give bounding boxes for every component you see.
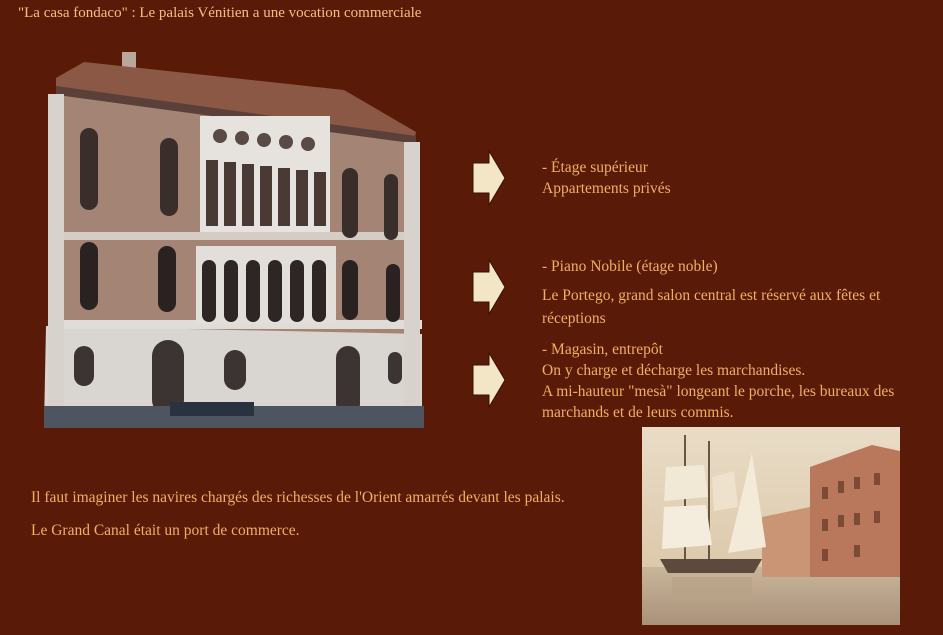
section-text: Le Portego, grand salon central est réservé aux fêtes et réceptions bbox=[542, 287, 881, 327]
section-text: A mi-hauteur "mesà" longeant le porche, les bureaux des marchands et de leurs commis. bbox=[542, 383, 895, 421]
paragraph: Le Grand Canal était un port de commerce. bbox=[31, 522, 300, 539]
paragraph: Il faut imaginer les navires chargés des richesses de l'Orient amarrés devant les palais. bbox=[31, 489, 565, 506]
arrow-right-icon bbox=[472, 150, 506, 206]
arrow-right-icon bbox=[472, 259, 506, 315]
section-heading: - Piano Nobile (étage noble) bbox=[542, 258, 718, 275]
section-text: On y charge et décharge les marchandises. bbox=[542, 362, 806, 379]
section-text: Appartements privés bbox=[542, 180, 671, 197]
section-warehouse bbox=[542, 339, 934, 423]
bottom-text bbox=[31, 487, 591, 553]
palazzo-photo bbox=[44, 50, 424, 428]
page-title: "La casa fondaco" : Le palais Vénitien a une vocation commerciale bbox=[18, 5, 422, 21]
section-heading: - Étage supérieur bbox=[542, 159, 648, 176]
section-heading: - Magasin, entrepôt bbox=[542, 341, 663, 358]
ships-painting bbox=[642, 427, 900, 625]
section-upper-floor bbox=[542, 157, 932, 199]
section-piano-nobile bbox=[542, 256, 927, 330]
arrow-right-icon bbox=[472, 352, 506, 408]
